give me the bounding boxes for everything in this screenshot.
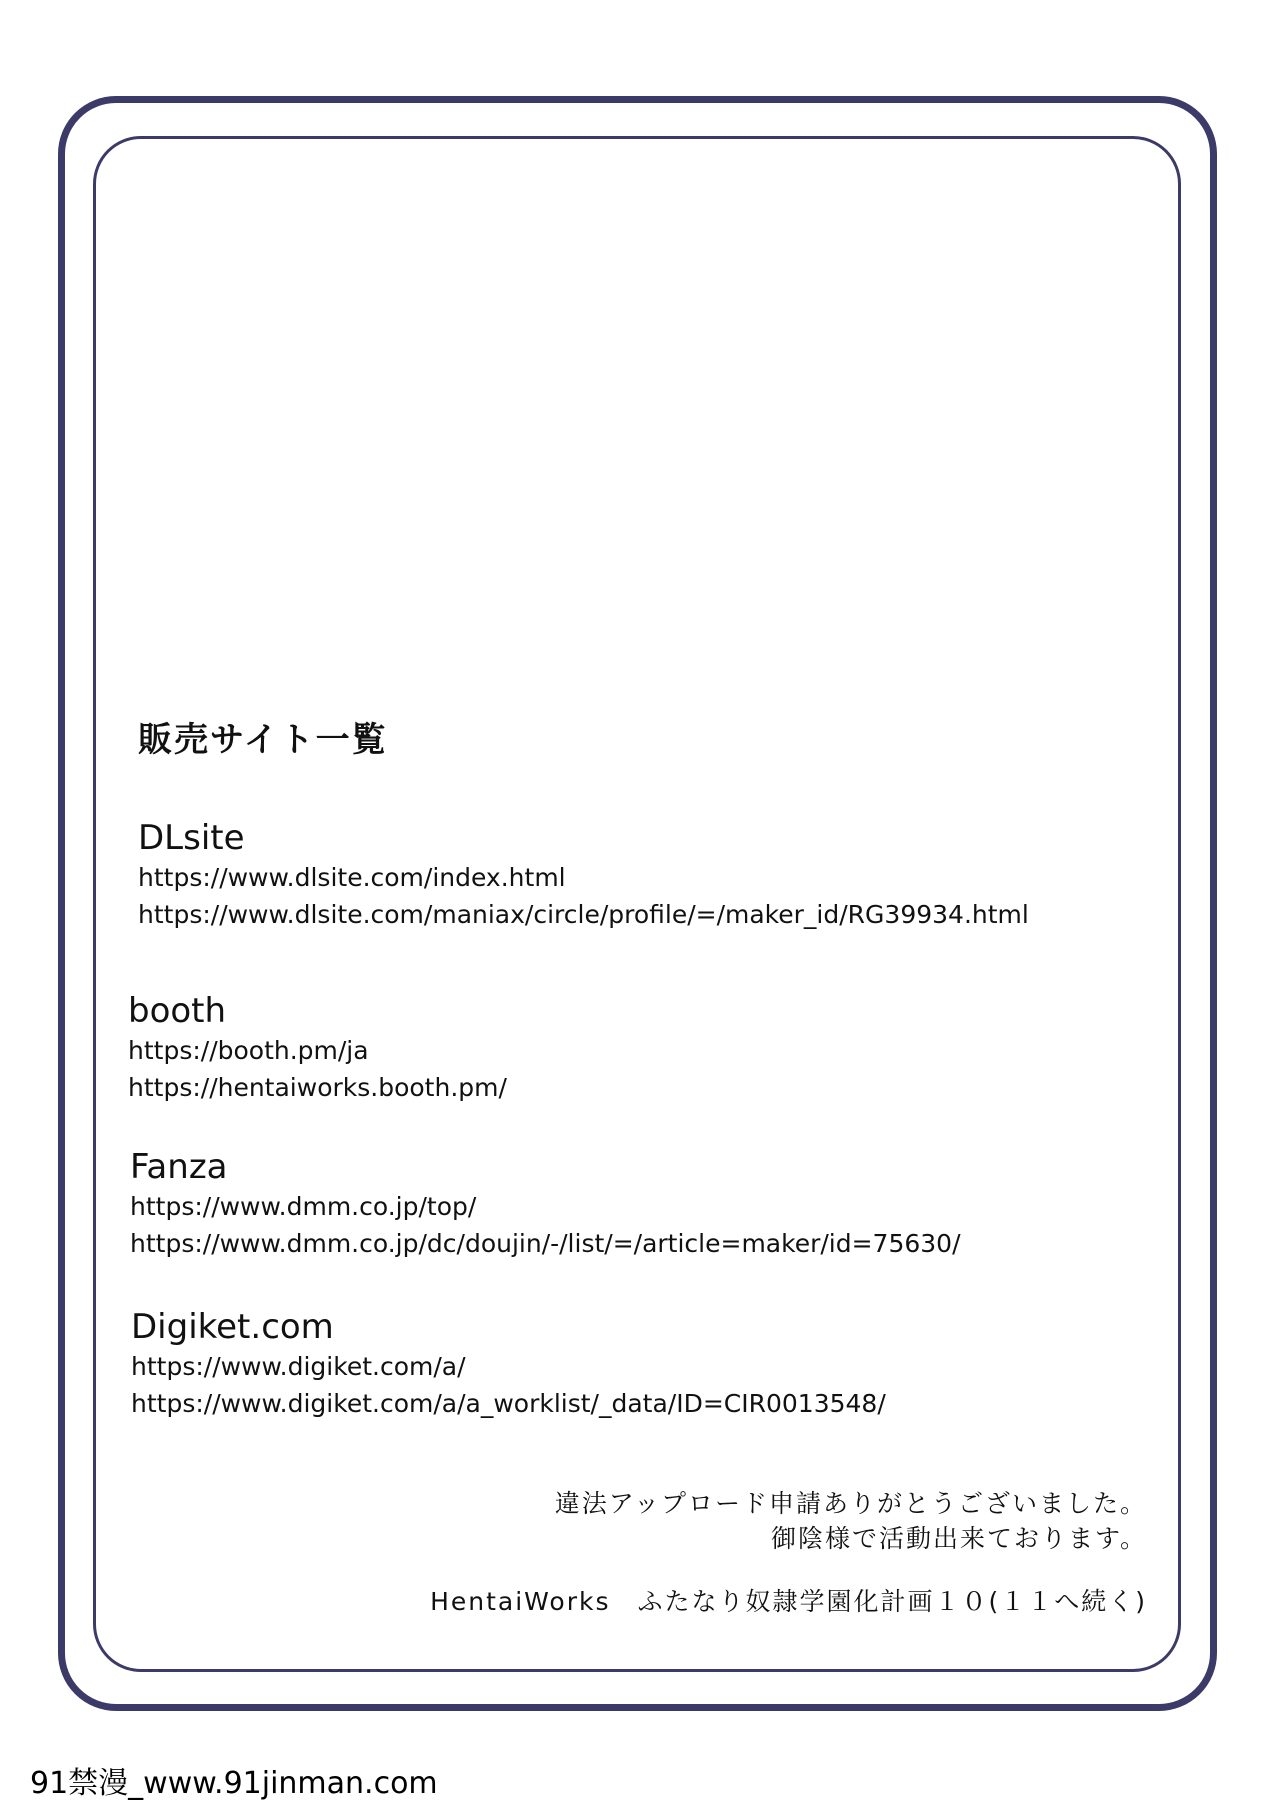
site-name: DLsite [138,818,245,858]
site-name: Fanza [130,1147,228,1187]
site-url-link[interactable]: https://booth.pm/ja [128,1036,369,1065]
site-url-link[interactable]: https://www.digiket.com/a/ [131,1352,466,1381]
site-block-dlsite [138,817,1029,933]
page-title: 販売サイト一覧 [138,720,388,760]
site-block-digiket [131,1306,886,1422]
site-url-link[interactable]: https://www.digiket.com/a/a_worklist/_data/ID=CIR0013548/ [131,1389,886,1418]
site-url-link[interactable]: https://www.dlsite.com/index.html [138,863,566,892]
site-url-link[interactable]: https://hentaiworks.booth.pm/ [128,1073,507,1102]
site-name: booth [128,991,227,1031]
thanks-line-2: 御陰様で活動出来ております。 [770,1524,1147,1553]
site-url-link[interactable]: https://www.dmm.co.jp/dc/doujin/-/list/=/article=maker/id=75630/ [130,1229,961,1258]
site-name: Digiket.com [131,1307,334,1347]
thanks-message [555,1486,1147,1556]
site-block-fanza [130,1146,961,1262]
watermark-text: 91禁漫_www.91jinman.com [30,1766,438,1801]
site-url-link[interactable]: https://www.dmm.co.jp/top/ [130,1192,477,1221]
credit-line: HentaiWorks ふたなり奴隷学園化計画１０(１１へ続く) [430,1587,1147,1616]
site-url-link[interactable]: https://www.dlsite.com/maniax/circle/profile/=/maker_id/RG39934.html [138,900,1029,929]
thanks-line-1: 違法アップロード申請ありがとうございました。 [554,1489,1147,1518]
site-block-booth [128,990,507,1106]
